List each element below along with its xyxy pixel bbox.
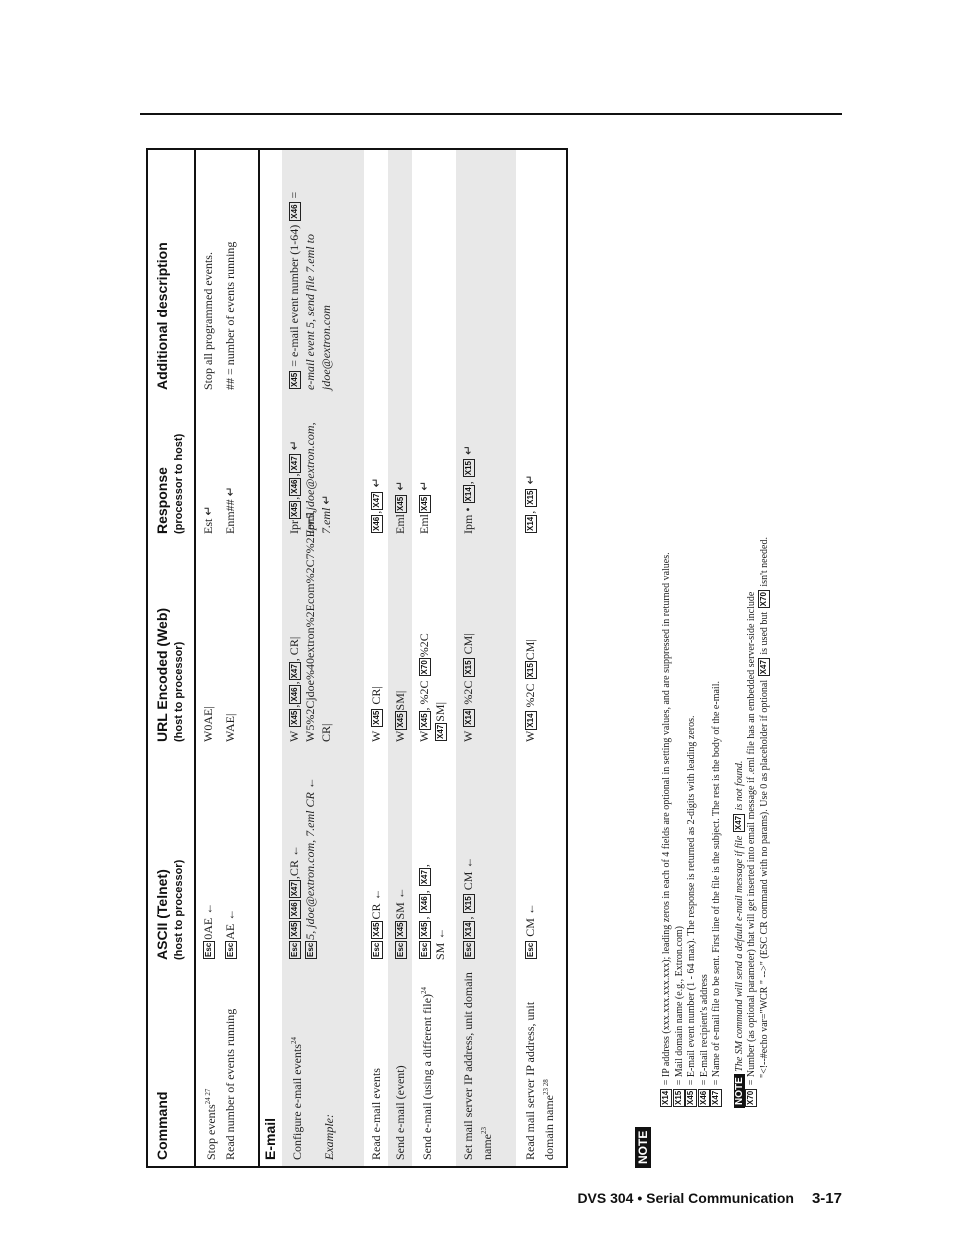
page-footer: DVS 304 • Serial Communication 3-17: [577, 1190, 842, 1207]
ascii-cell: EscX45CR ←: [369, 888, 383, 957]
ascii-cell: Esc0AE ←: [201, 902, 215, 957]
response-cell: Est ↵: [201, 505, 215, 534]
command-cell: Stop events$^{24 27}$: [204, 1088, 218, 1160]
response-cell: EmlX45 ↵: [417, 480, 431, 534]
ascii-cell: EscX45SM ←: [393, 887, 407, 957]
note-x70: X70 = Number (as optional parameter) that will get inserted into email message if .eml file has an embedded server-side include: [746, 591, 757, 1105]
url-cell: WX14 %2C X15CM|: [523, 639, 537, 742]
command-cell: Read mail server IP address, unit domain name$^{23 28}$: [523, 1001, 556, 1160]
command-cell: Set mail server IP address, unit domain name$^{23}$: [461, 972, 494, 1160]
response-cell: X14, X15 ↵: [523, 474, 537, 531]
table-row: [516, 150, 566, 1166]
table-row: [194, 150, 218, 1166]
url-cell: WAE|: [223, 713, 237, 742]
url-cell: W X14 %2C X15 CM|: [461, 633, 475, 742]
url-cell: W X45 CR|: [369, 686, 383, 742]
rotated-page-content: [140, 146, 920, 1168]
response-cell: Ipm • X14, X15 ↵: [461, 444, 475, 534]
table-row: [218, 150, 258, 1166]
table-row: [388, 150, 412, 1166]
ascii-cell: EscX45, X46, X47, SM ←: [417, 864, 447, 960]
top-rule: [140, 113, 842, 115]
url-cell: W X45,X46,X47, CR| W5%2Cjdoe%40extron%2Ecom%2C7%2Eeml CR|: [287, 512, 333, 742]
ascii-cell: EscX14, X15 CM ←: [461, 856, 475, 957]
response-cell: EmlX45 ↵: [393, 480, 407, 534]
note-x45: X45 = E-mail event number (1 - 64 max). The response is returned as 2-digits with leading zeros.: [686, 715, 697, 1105]
description-cell: X45 = e-mail event number (1-64) X46 = e-mail event 5, send file 7.eml to jdoe@extron.com: [287, 191, 333, 390]
col-response-header: Response (processor to host): [154, 433, 185, 534]
note-x47: X47 = Name of e-mail file to be sent. First line of the file is the subject. The rest is the body of the e-mail.: [711, 681, 722, 1105]
ascii-cell: EscAE ←: [223, 908, 237, 957]
description-cell: ## = number of events running: [223, 241, 237, 390]
table-row: [412, 150, 456, 1166]
url-cell: WX45SM|: [393, 690, 407, 742]
command-cell: Send e-mail (event): [393, 1065, 407, 1160]
table-row: [456, 150, 516, 1166]
command-cell: Configure e-mail events$^{24}$ Example:: [290, 1037, 336, 1160]
command-cell: Read number of events running: [223, 1008, 237, 1160]
note-x14: X14 = IP address (xxx.xxx.xxx.xxx); leading zeros in each of 4 fields are optional in setting values, and are suppressed in returned values.: [661, 552, 672, 1105]
command-cell: Send e-mail (using a different file)$^{24}$: [420, 986, 434, 1160]
table-row: [282, 150, 364, 1166]
note-x46: X46 = E-mail recipient's address: [698, 974, 710, 1105]
command-table: [146, 148, 568, 1168]
col-url-header: URL Encoded (Web) (host to processor): [154, 607, 185, 742]
response-cell: Enm## ↵: [223, 486, 237, 534]
table-header: [148, 150, 196, 1166]
section-email: E-mail: [258, 150, 284, 1166]
ascii-cell: Esc CM ←: [523, 903, 537, 957]
command-cell: Read e-mail events: [369, 1068, 383, 1160]
notes-block: [660, 288, 770, 1108]
response-cell: IprX45,X46,X47 ↵ Ipr5,jdoe@extron.com, 7.eml ↵: [287, 422, 333, 534]
response-cell: X46,X47 ↵: [369, 477, 383, 531]
ascii-cell: EscX45X46X47,CR ← Esc5, jdoe@extron.com, 7.eml CR ←: [287, 777, 317, 957]
url-cell: W0AE|: [201, 706, 215, 742]
col-description-header: Additional description: [154, 242, 170, 390]
description-cell: Stop all programmed events.: [201, 252, 215, 390]
note-x70-cont: "<!--#echo var="WCR " -->" (ESC CR command with no params). Use 0 as placeholder if optional X47 is used but X70 isn't needed.: [758, 537, 770, 1078]
col-command-header: Command: [154, 1091, 170, 1160]
url-cell: WX45, %2C X70%2C X47SM|: [417, 633, 447, 742]
note-x15: X15 = Mail domain name (e.g., Extron.com): [673, 926, 685, 1105]
note-badge-1: NOTE: [634, 1127, 652, 1168]
table-row: [364, 150, 388, 1166]
note-sm: NOTE The SM command will send a default e-mail message if file X47 is not found.: [733, 288, 746, 1108]
col-ascii-header: ASCII (Telnet) (host to processor): [154, 859, 185, 960]
